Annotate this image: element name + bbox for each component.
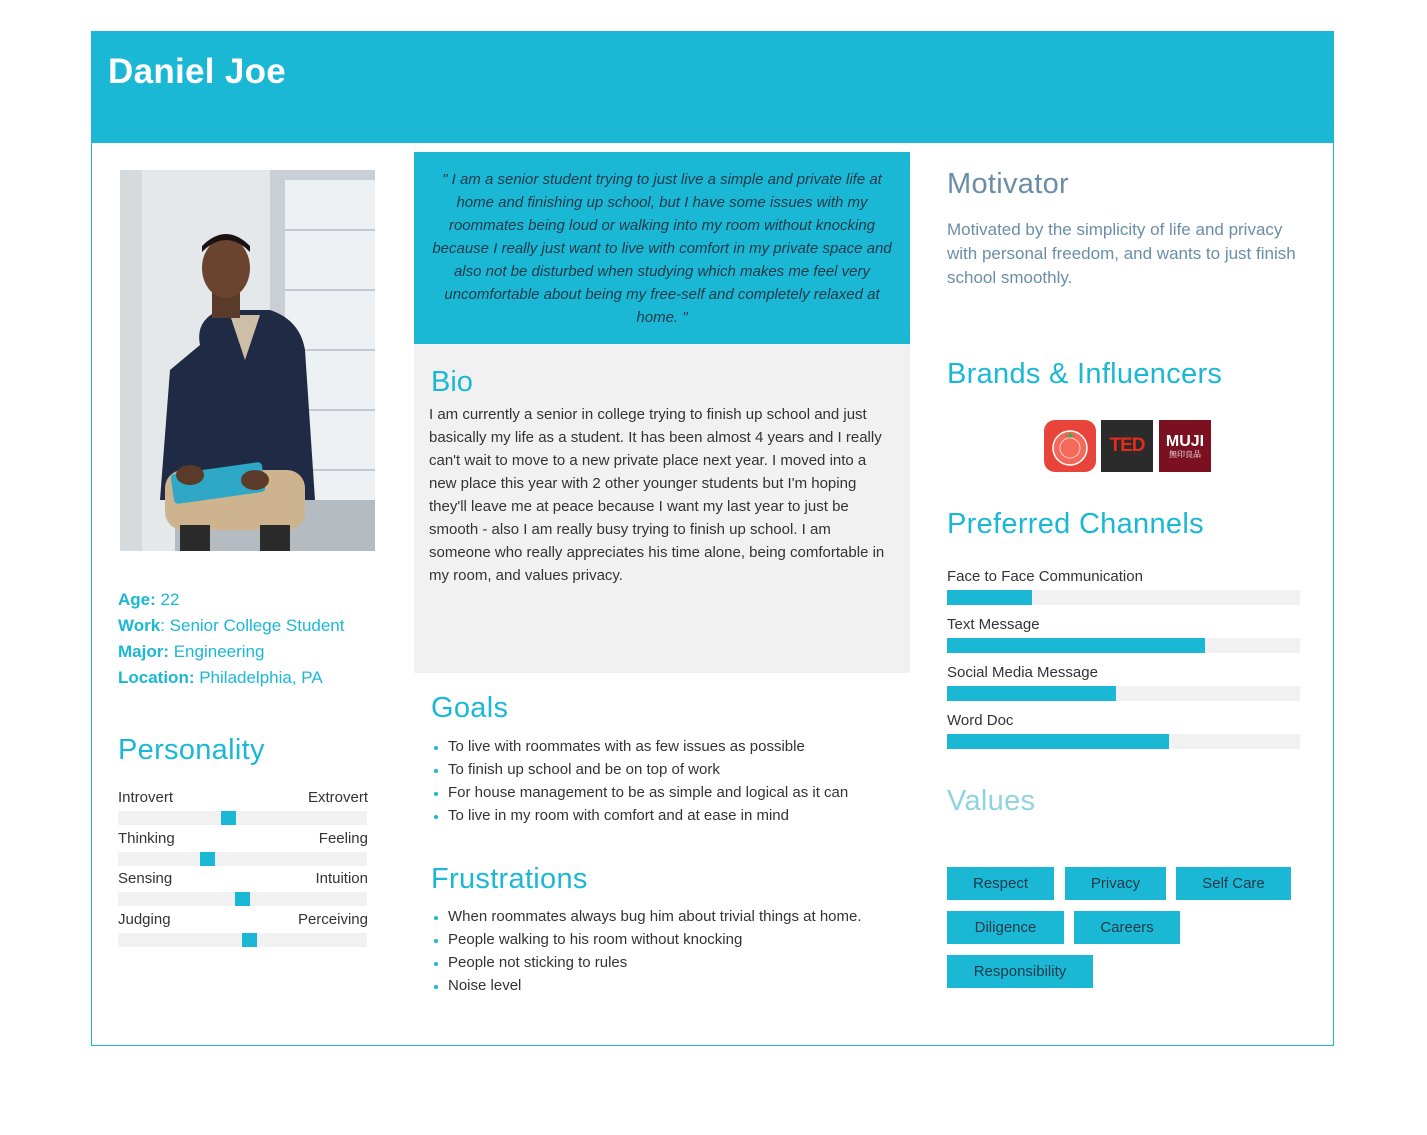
list-item: To live in my room with comfort and at ease in mind (432, 804, 912, 827)
value-tag-careers: Careers (1074, 911, 1180, 944)
channels-title: Preferred Channels (947, 508, 1204, 540)
trait-track (118, 933, 367, 947)
list-item: People not sticking to rules (432, 951, 912, 974)
value-tag-privacy: Privacy (1065, 867, 1166, 900)
major-label: Major: (118, 642, 169, 661)
channel-label: Face to Face Communication (947, 568, 1143, 585)
trait-left-label: Judging (118, 910, 171, 928)
muji-logo-text: MUJI (1165, 432, 1205, 450)
trait-track (118, 811, 367, 825)
major-row (118, 639, 345, 665)
value-tag-responsibility: Responsibility (947, 955, 1093, 988)
frustrations-list (432, 905, 912, 997)
list-item: For house management to be as simple and logical as it can (432, 781, 912, 804)
brands-title: Brands & Influencers (947, 358, 1223, 390)
value-tag-self-care: Self Care (1176, 867, 1291, 900)
trait-judging-perceiving (118, 911, 368, 952)
location-value: Philadelphia, PA (194, 668, 323, 687)
channel-track (947, 686, 1300, 701)
bio-text: I am currently a senior in college trying to finish up school and just basically my life as a student. It has been almost 4 years and I really can't wait to move to a new private place next year. I moved into a new place this year with 2 other younger students but I'm hoping they'll leave me at peace because I want my last year to just be smooth - also I am really busy trying to finish up school. I am someone who really appreciates his time alone, being comfortable in my room, and values privacy. (429, 406, 885, 584)
trait-introvert-extrovert (118, 789, 368, 830)
goals-list (432, 735, 912, 827)
personality-sliders (118, 789, 368, 951)
trait-track (118, 892, 367, 906)
values-title: Values (947, 785, 1036, 817)
channel-label: Social Media Message (947, 664, 1098, 681)
location-label: Location: (118, 668, 195, 687)
trait-right-label: Perceiving (297, 910, 368, 928)
channel-label: Text Message (947, 616, 1040, 633)
list-item: Noise level (432, 974, 912, 997)
work-value: : Senior College Student (160, 616, 345, 635)
bio-title: Bio (431, 366, 473, 398)
channel-track (947, 734, 1300, 749)
frustrations-title: Frustrations (431, 863, 588, 895)
channel-social-media (947, 664, 1300, 701)
persona-quote: " I am a senior student trying to just live a simple and private life at home and finishing up school, but I have some issues with my roommates being loud or walking into my room without knocking because I really just want to live with comfort in my private space and also not be disturbed when studying which makes me feel very uncomfortable about being my free-self and completely relaxed at home. " (414, 152, 910, 344)
list-item: People walking to his room without knocking (432, 928, 912, 951)
trait-right-label: Feeling (318, 829, 368, 847)
trait-right-label: Extrovert (307, 789, 368, 806)
goals-title: Goals (431, 692, 509, 724)
muji-logo-subtext: 無印良品 (1169, 449, 1201, 459)
work-label: Work (118, 616, 161, 635)
ted-logo-text: TED (1109, 435, 1145, 456)
trait-sensing-intuition (118, 870, 368, 911)
trait-marker (200, 852, 215, 866)
motivator-title: Motivator (947, 168, 1069, 200)
channel-bar (947, 734, 1169, 749)
persona-name: Daniel Joe (108, 52, 287, 91)
trait-track (118, 852, 367, 866)
bio-panel (414, 344, 910, 673)
major-value: Engineering (169, 642, 265, 661)
age-label: Age: (118, 590, 156, 609)
channel-bar (947, 686, 1116, 701)
value-tag-respect: Respect (947, 867, 1054, 900)
muji-logo (1159, 420, 1211, 472)
channel-bar (947, 590, 1032, 605)
channel-track (947, 638, 1300, 653)
list-item: To live with roommates with as few issues as possible (432, 735, 912, 758)
trait-marker (242, 933, 257, 947)
channel-label: Word Doc (947, 712, 1014, 729)
trait-left-label: Sensing (118, 870, 173, 887)
persona-portrait-image (120, 170, 375, 551)
trait-marker (235, 892, 250, 906)
trait-left-label: Introvert (118, 789, 174, 806)
channel-track (947, 590, 1300, 605)
channel-text-message (947, 616, 1300, 653)
work-row (118, 613, 345, 639)
trait-left-label: Thinking (118, 829, 175, 847)
location-row (118, 665, 345, 691)
trait-thinking-feeling (118, 830, 368, 871)
list-item: When roommates always bug him about trivial things at home. (432, 905, 912, 928)
age-row (118, 587, 345, 613)
channel-word-doc (947, 712, 1300, 749)
persona-photo (120, 170, 375, 551)
persona-card (91, 31, 1334, 1046)
tomato-timer-icon (1044, 420, 1096, 472)
personality-title: Personality (118, 734, 265, 766)
channel-bar (947, 638, 1205, 653)
list-item: To finish up school and be on top of work (432, 758, 912, 781)
motivator-text: Motivated by the simplicity of life and privacy with personal freedom, and wants to just finish school smoothly. (947, 220, 1296, 287)
persona-info (118, 587, 345, 691)
trait-right-label: Intuition (315, 870, 368, 887)
age-value: 22 (155, 590, 180, 609)
channel-face-to-face (947, 568, 1300, 605)
ted-logo (1101, 420, 1153, 472)
value-tag-diligence: Diligence (947, 911, 1064, 944)
trait-marker (221, 811, 236, 825)
persona-header (92, 32, 1333, 143)
